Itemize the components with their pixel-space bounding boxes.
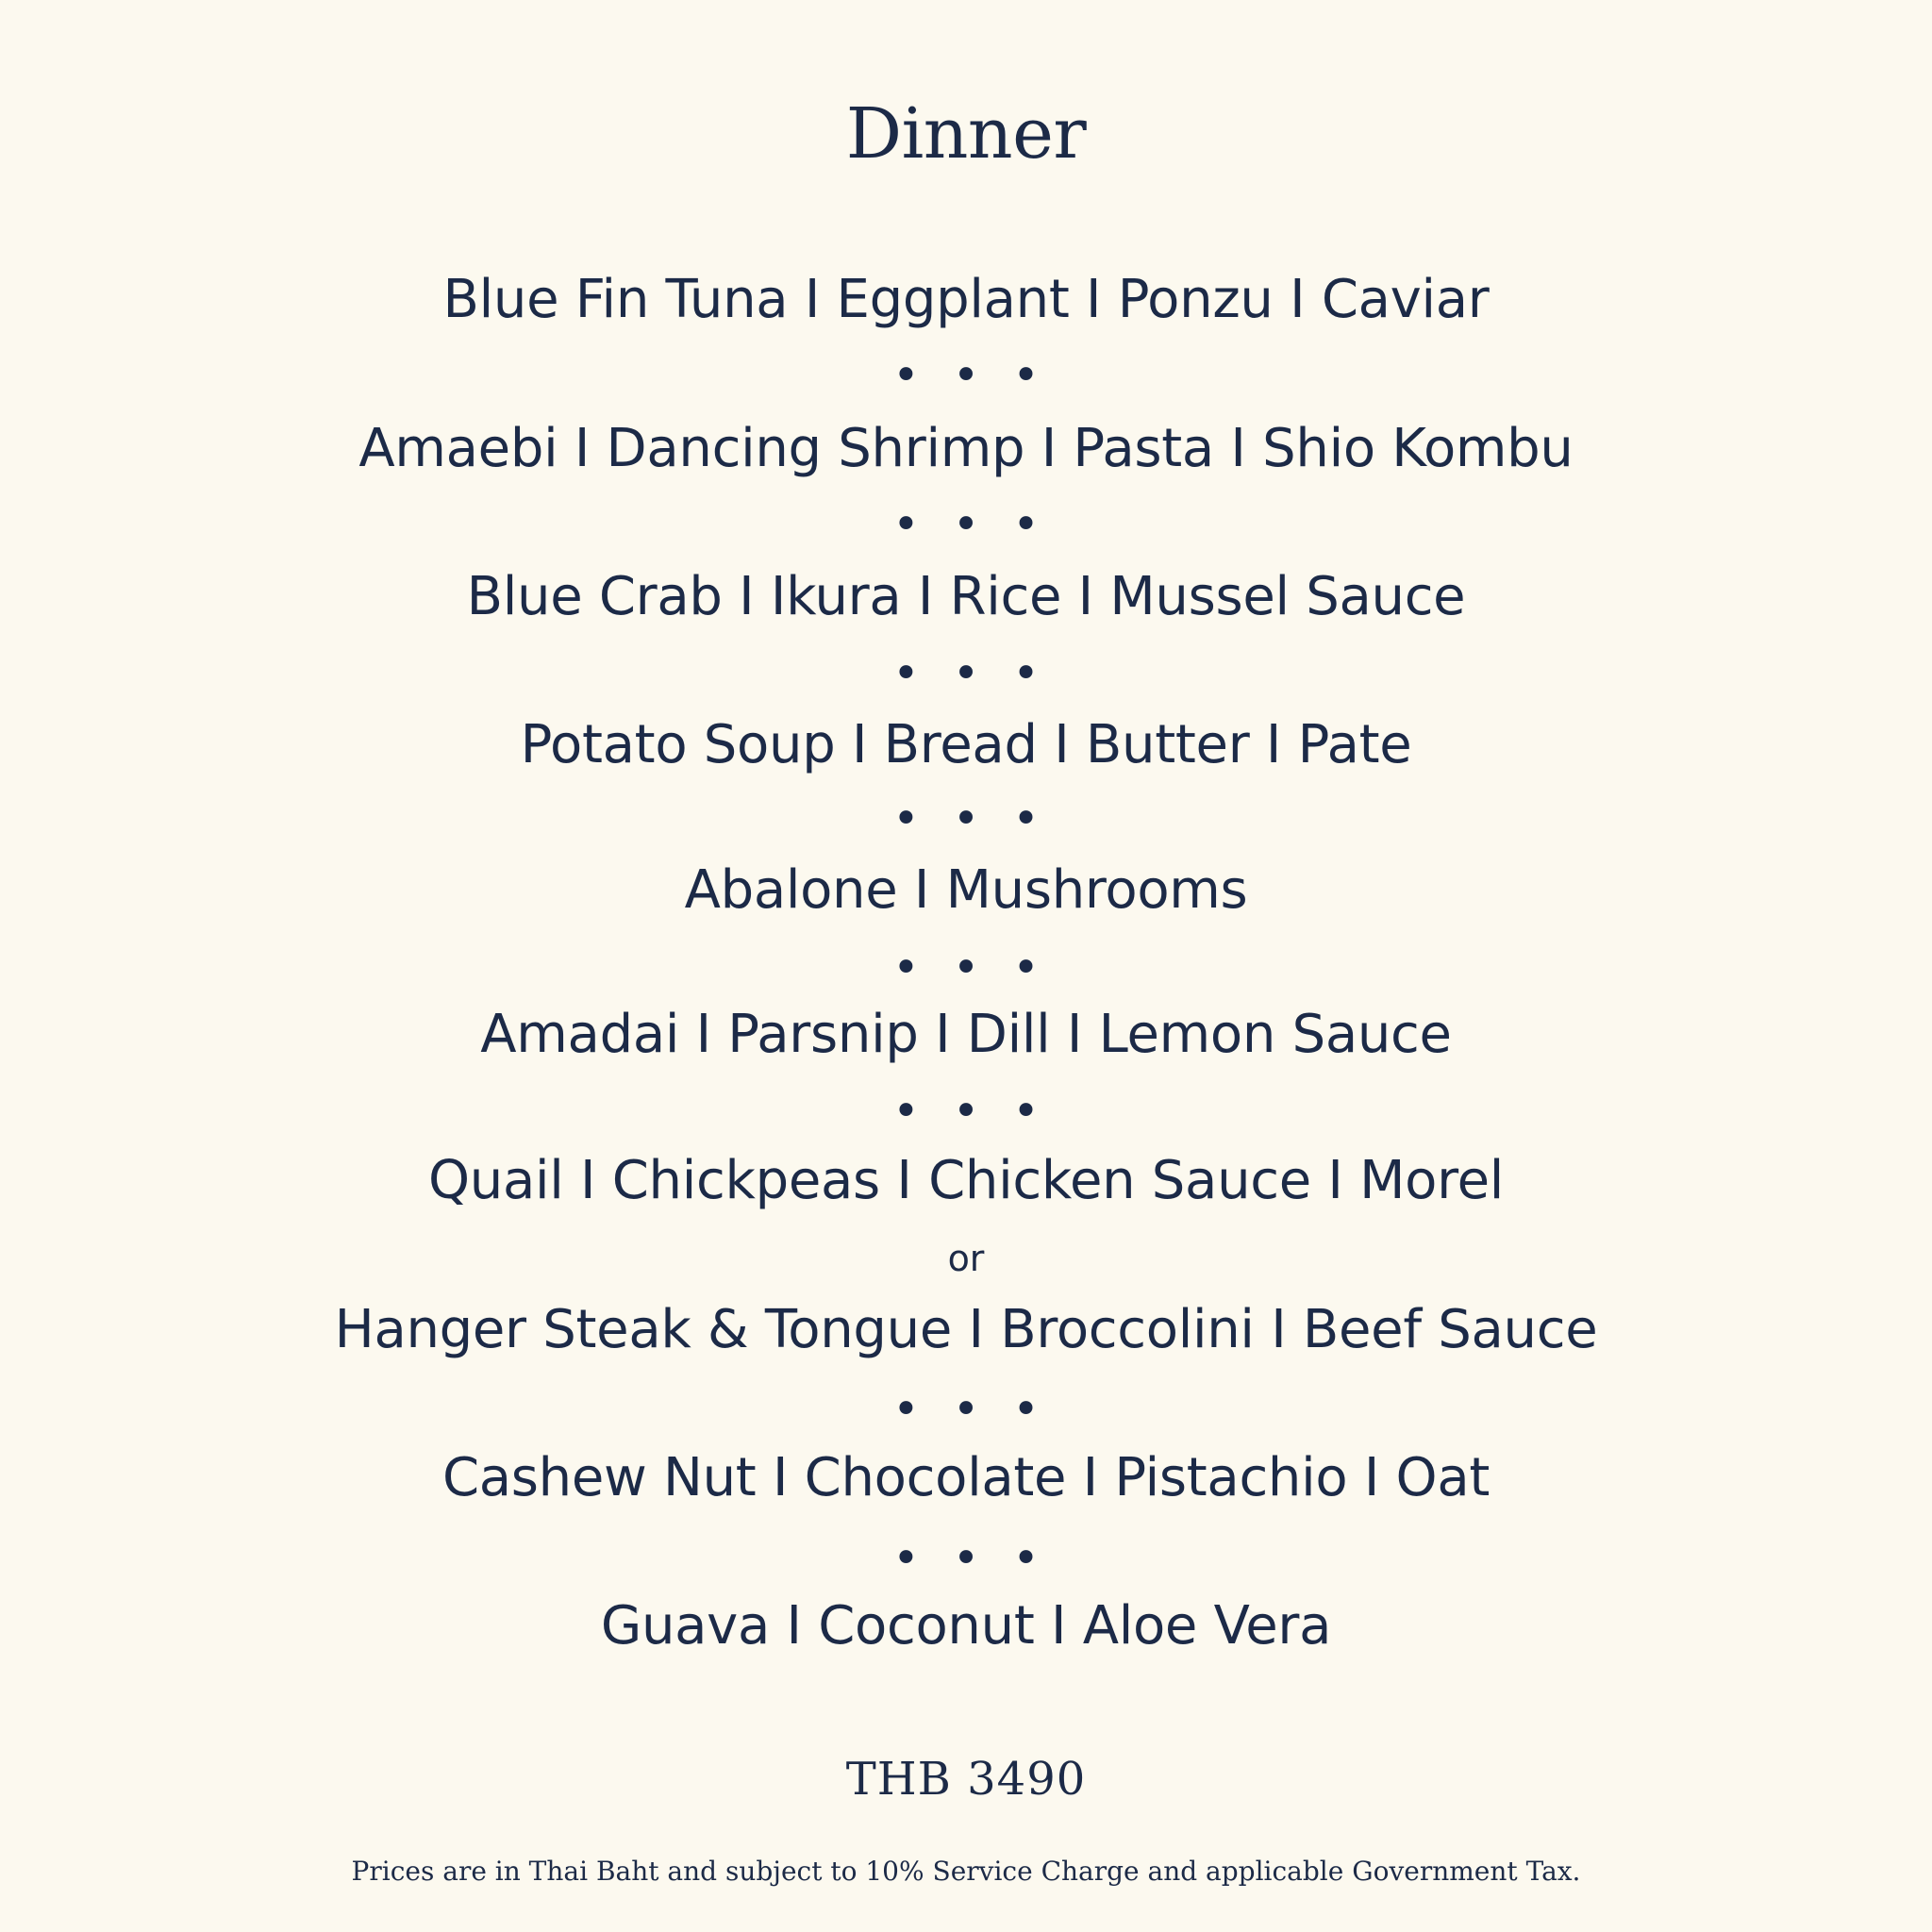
course-separator: • • • bbox=[892, 1383, 1049, 1436]
course-9: Guava I Coconut I Aloe Vera bbox=[600, 1595, 1332, 1657]
course-6: Amadai I Parsnip I Dill I Lemon Sauce bbox=[480, 1004, 1452, 1065]
menu-title: Dinner bbox=[845, 93, 1087, 175]
course-2: Amaebi I Dancing Shrimp I Pasta I Shio Kombu bbox=[358, 418, 1574, 479]
course-separator: • • • bbox=[892, 1532, 1049, 1585]
price-footnote: Prices are in Thai Baht and subject to 10% Service Charge and applicable Government Tax. bbox=[351, 1856, 1581, 1887]
menu-price: THB 3490 bbox=[845, 1753, 1087, 1806]
course-separator: • • • bbox=[892, 1085, 1049, 1138]
course-separator: • • • bbox=[892, 792, 1049, 845]
alternative-label: or bbox=[947, 1238, 985, 1279]
course-4: Potato Soup I Bread I Butter I Pate bbox=[520, 714, 1412, 775]
course-7: Quail I Chickpeas I Chicken Sauce I Morel bbox=[427, 1150, 1505, 1211]
course-8: Cashew Nut I Chocolate I Pistachio I Oat bbox=[441, 1447, 1491, 1508]
course-separator: • • • bbox=[892, 647, 1049, 700]
course-1: Blue Fin Tuna I Eggplant I Ponzu I Caviar bbox=[442, 269, 1490, 330]
course-7-alternative: Hanger Steak & Tongue I Broccolini I Beef Sauce bbox=[334, 1299, 1598, 1360]
course-3: Blue Crab I Ikura I Rice I Mussel Sauce bbox=[466, 566, 1466, 627]
course-separator: • • • bbox=[892, 941, 1049, 994]
course-separator: • • • bbox=[892, 498, 1049, 551]
course-separator: • • • bbox=[892, 349, 1049, 402]
course-5: Abalone I Mushrooms bbox=[684, 859, 1248, 921]
